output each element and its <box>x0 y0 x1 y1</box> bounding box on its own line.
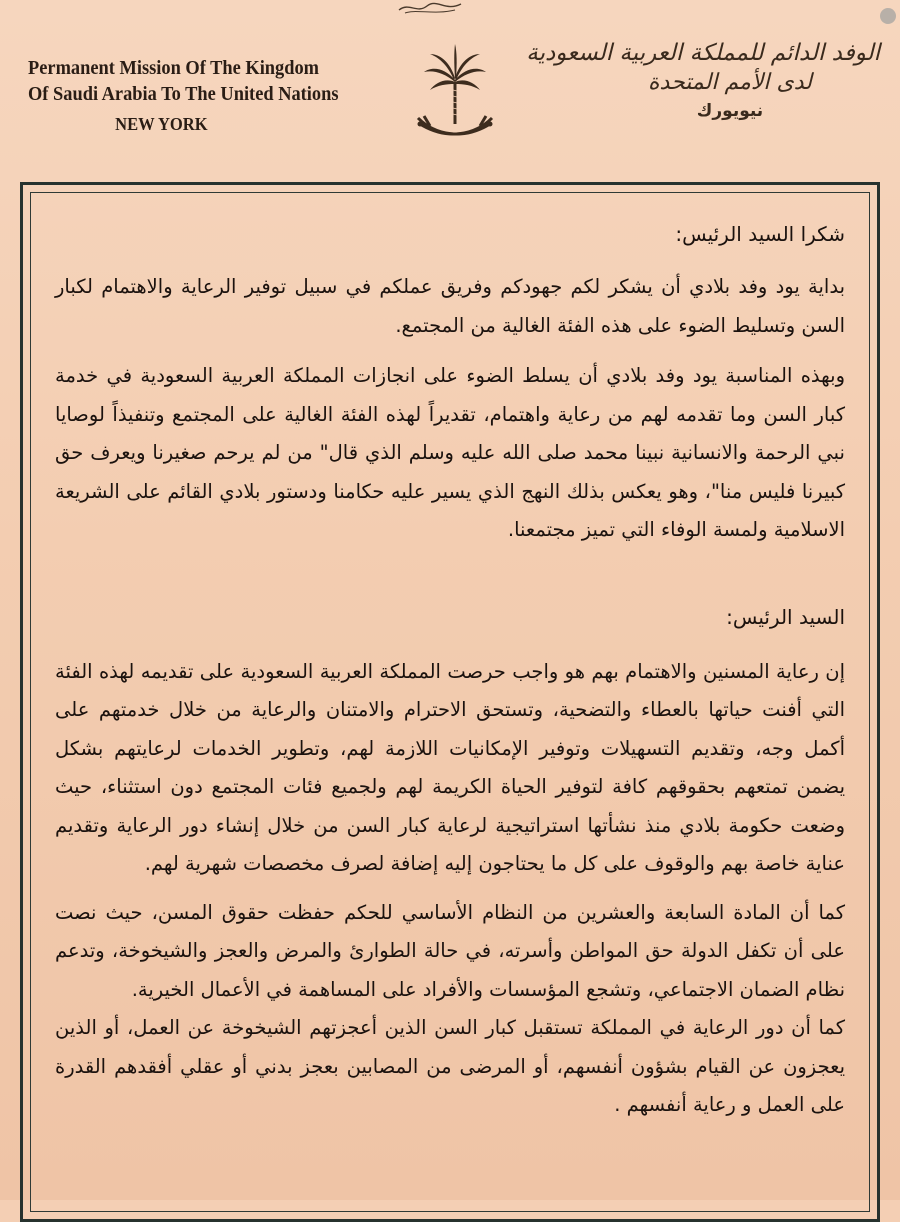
paragraph-1: بداية يود وفد بلادي أن يشكر لكم جهودكم وفريق عملكم في سبيل توفير الرعاية والاهتمام لكبار السن وتسليط الضوء على هذه الفئة الغالية من المجتمع. <box>55 275 845 337</box>
paragraph-3: إن رعاية المسنين والاهتمام بهم هو واجب حرصت المملكة العربية السعودية على تقديمه لهذه الفئة التي أفنت حياتها بالعطاء والتضحية، وتستحق الاحترام والامتنان والرعاية من خلال خدمتهم على أكمل وجه، وتقديم التسهيلات وتوفير الإمكانيات اللازمة لهم، وتطوير الخدمات لرعايتهم بشكل يضمن تمتعهم بحقوقهم كافة لتوفير الحياة الكريمة لهم ولجميع فئات المجتمع دون استثناء، حيث وضعت حكومة بلادي منذ نشأتها استراتيجية لرعاية كبار السن من خلال إنشاء دور الرعاية وتقديم عناية خاصة بهم والوقوف على كل ما يحتاجون إليه إضافة لصرف مخصصات شهرية لهم. <box>55 659 845 875</box>
salutation-thanks: شكرا السيد الرئيس: <box>675 222 845 246</box>
top-calligraphy-mark <box>395 0 465 16</box>
paragraph-5: كما أن دور الرعاية في المملكة تستقبل كبار السن الذين أعجزتهم الشيخوخة عن العمل، أو الذين يعجزون عن القيام بشؤون أنفسهم، أو المرضى من المصابين بعجز بدني أو عقلي أفقدهم القدرة على العمل و رعاية أنفسهم . <box>55 1016 845 1116</box>
salutation-president: السيد الرئيس: <box>726 604 845 629</box>
letterhead-arabic <box>526 40 880 121</box>
paragraph-gap <box>55 550 845 598</box>
paragraph-2: وبهذه المناسبة يود وفد بلادي أن يسلط الضوء على انجازات المملكة العربية السعودية في خدمة كبار السن وما تقدمه لهم من رعاية واهتمام، تقديراً لهذه الفئة الغالية على المجتمع وتنفيذاً لوصايا نبي الرحمة والانسانية نبينا محمد صلى الله عليه وسلم الذي قال" من لم يرحم صغيرنا ويعرف حق كبيرنا فليس منا"، وهو يعكس بذلك النهج الذي يسير عليه حكامنا ودستور بلادي القائم على الشريعة الاسلامية ولمسة الوفاء التي تميز مجتمعنا. <box>55 364 845 541</box>
letterhead-english-line-1: Permanent Mission Of The Kingdom <box>28 57 320 79</box>
corner-shadow-mark <box>880 8 896 24</box>
letterhead-arabic-line-2: لدى الأمم المتحدة <box>648 70 812 95</box>
letterhead-arabic-line-1: الوفد الدائم للمملكة العربية السعودية <box>526 40 880 66</box>
letter-body <box>55 215 845 1125</box>
letterhead-arabic-city: نيويورك <box>696 101 764 121</box>
letterhead-english <box>28 55 339 137</box>
paragraph-4: كما أن المادة السابعة والعشرين من النظام الأساسي للحكم حفظت حقوق المسن، حيث نصت على أن تكفل الدولة حق المواطن وأسرته، في حالة الطوارئ والمرض والعجز والشيخوخة، وتدعم نظام الضمان الاجتماعي، وتشجع المؤسسات والأفراد على المساهمة في الأعمال الخيرية. <box>55 900 845 1001</box>
letterhead-english-line-2: Of Saudi Arabia To The United Nations <box>28 83 339 105</box>
letterhead-english-city: NEW YORK <box>115 114 208 134</box>
palm-swords-emblem-icon <box>410 40 500 150</box>
